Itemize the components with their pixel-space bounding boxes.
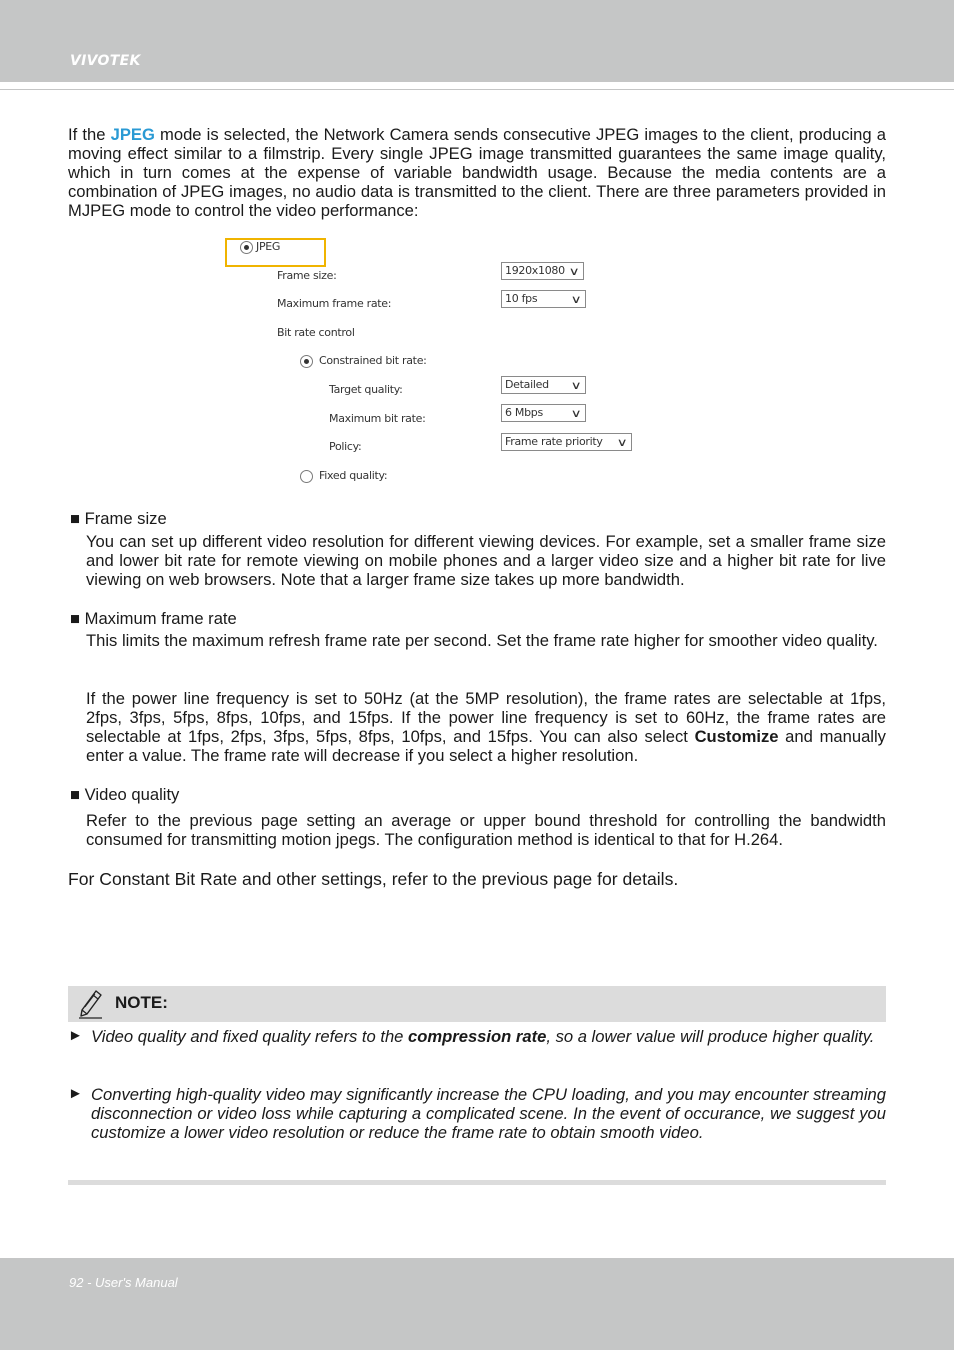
closing-paragraph: For Constant Bit Rate and other settings, refer to the previous page for details. — [68, 869, 679, 889]
max-frame-rate-body-1: This limits the maximum refresh frame rate per second. Set the frame rate higher for smoother video quality. — [86, 631, 878, 650]
page-header — [0, 0, 954, 82]
note-item-2: Converting high-quality video may significantly increase the CPU loading, and you may encounter streaming disconnection or video loss while capturing a complicated scene. In the event of occurance, we suggest you customize a lower video resolution or reduce the frame rate to obtain smooth video. — [91, 1085, 886, 1142]
note-title: NOTE: — [115, 993, 168, 1012]
intro-before: If the — [68, 125, 111, 144]
jpeg-settings-screenshot — [224, 236, 644, 496]
max-bit-rate-select[interactable] — [501, 404, 586, 422]
chevron-down-icon: ∨ — [616, 436, 628, 449]
intro-after: mode is selected, the Network Camera sends consecutive JPEG images to the client, producing a moving effect similar to a filmstrip. Every single JPEG image transmitted guarantees the same image quality, which in turn comes at the expense of variable bandwidth usage. Because the media contents are a combination of JPEG images, no audio data is transmitted to the client. There are three parameters provided in MJPEG mode to control the video performance: — [68, 125, 887, 220]
max-frame-rate-body-2-after: and manually enter a value. The frame rate will decrease if you select a higher resolution. — [86, 727, 886, 765]
video-quality-body: Refer to the previous page setting an average or upper bound threshold for controlling the bandwidth consumed for transmitting motion jpegs. The configuration method is identical to that for H.264. — [86, 811, 886, 849]
intro-paragraph — [68, 125, 886, 220]
policy-value: Frame rate priority — [505, 435, 603, 448]
page-number: 92 - User's Manual — [69, 1275, 178, 1290]
header-divider — [0, 89, 954, 90]
note-banner — [68, 986, 886, 1022]
max-bit-rate-value: 6 Mbps — [505, 406, 543, 419]
constrained-bit-rate-label: Constrained bit rate: — [319, 354, 427, 367]
note-item-1 — [91, 1027, 886, 1046]
page-footer — [0, 1258, 954, 1350]
target-quality-label: Target quality: — [329, 383, 403, 396]
brand-name: VIVOTEK — [70, 53, 141, 69]
note-bullet-arrow: ► — [68, 1027, 83, 1044]
chevron-down-icon: ∨ — [570, 293, 582, 306]
target-quality-select[interactable] — [501, 376, 586, 394]
max-frame-rate-heading: ■ Maximum frame rate — [70, 609, 237, 628]
frame-size-select[interactable] — [501, 262, 584, 280]
bit-rate-control-label: Bit rate control — [277, 326, 355, 339]
video-quality-heading: ■ Video quality — [70, 785, 180, 804]
policy-label: Policy: — [329, 440, 362, 453]
compression-rate-keyword: compression rate — [408, 1027, 547, 1046]
pencil-icon — [76, 989, 104, 1019]
fixed-quality-label: Fixed quality: — [319, 469, 388, 482]
jpeg-radio-label: JPEG — [256, 240, 281, 253]
target-quality-value: Detailed — [505, 378, 549, 391]
note-bullet-arrow: ► — [68, 1085, 83, 1102]
chevron-down-icon: ∨ — [570, 407, 582, 420]
jpeg-radio[interactable] — [240, 241, 253, 254]
max-frame-rate-body-2 — [86, 689, 886, 765]
frame-size-value: 1920x1080 — [505, 264, 565, 277]
note-item-1-after: , so a lower value will produce higher quality. — [546, 1027, 875, 1046]
max-frame-rate-value: 10 fps — [505, 292, 538, 305]
intro-jpeg-highlight: JPEG — [110, 125, 155, 144]
constrained-bit-rate-radio[interactable] — [300, 355, 313, 368]
chevron-down-icon: ∨ — [570, 379, 582, 392]
frame-size-heading: ■ Frame size — [70, 509, 167, 528]
max-frame-rate-select[interactable] — [501, 290, 586, 308]
max-frame-rate-label: Maximum frame rate: — [277, 297, 392, 310]
fixed-quality-radio[interactable] — [300, 470, 313, 483]
max-frame-rate-body-2-before: If the power line frequency is set to 50Hz (at the 5MP resolution), the frame rates are selectable at 1fps, 2fps, 3fps, 5fps, 8fps, 10fps, and 15fps. If the power line frequency is set to 60Hz, the frame rates are selectable at 1fps, 2fps, 3fps, 5fps, 8fps, 10fps, and 15fps. You can also select — [86, 689, 886, 746]
max-bit-rate-label: Maximum bit rate: — [329, 412, 426, 425]
footer-divider — [68, 1180, 886, 1185]
policy-select[interactable] — [501, 433, 632, 451]
frame-size-body: You can set up different video resolution for different viewing devices. For example, set a smaller frame size and lower bit rate for remote viewing on mobile phones and a larger video size and a higher bit rate for live viewing on web browsers. Note that a larger frame size takes up more bandwidth. — [86, 532, 886, 589]
frame-size-label: Frame size: — [277, 269, 337, 282]
customize-keyword: Customize — [694, 727, 779, 746]
note-item-1-before: Video quality and fixed quality refers to the — [91, 1027, 409, 1046]
chevron-down-icon: ∨ — [568, 265, 580, 278]
